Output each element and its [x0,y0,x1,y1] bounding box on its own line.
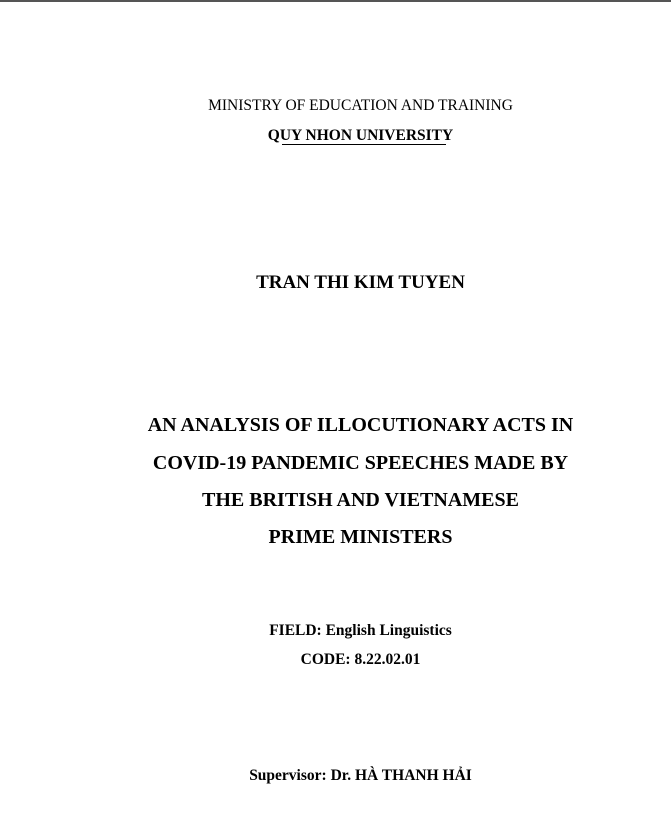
ministry-heading: MINISTRY OF EDUCATION AND TRAINING [208,97,513,114]
supervisor-name: Supervisor: Dr. HÀ THANH HẢI [249,767,472,784]
thesis-title-line-3: THE BRITISH AND VIETNAMESE [202,489,519,511]
top-border-rule [0,0,671,2]
thesis-title-line-1: AN ANALYSIS OF ILLOCUTIONARY ACTS IN [147,414,574,436]
university-underline [282,144,446,145]
author-name: TRAN THI KIM TUYEN [256,272,465,293]
university-heading: QUY NHON UNIVERSITY [267,127,454,144]
program-code: CODE: 8.22.02.01 [300,651,421,668]
thesis-title-line-4: PRIME MINISTERS [268,526,453,548]
field-of-study: FIELD: English Linguistics [269,622,452,639]
thesis-title-line-2: COVID-19 PANDEMIC SPEECHES MADE BY [152,452,569,474]
